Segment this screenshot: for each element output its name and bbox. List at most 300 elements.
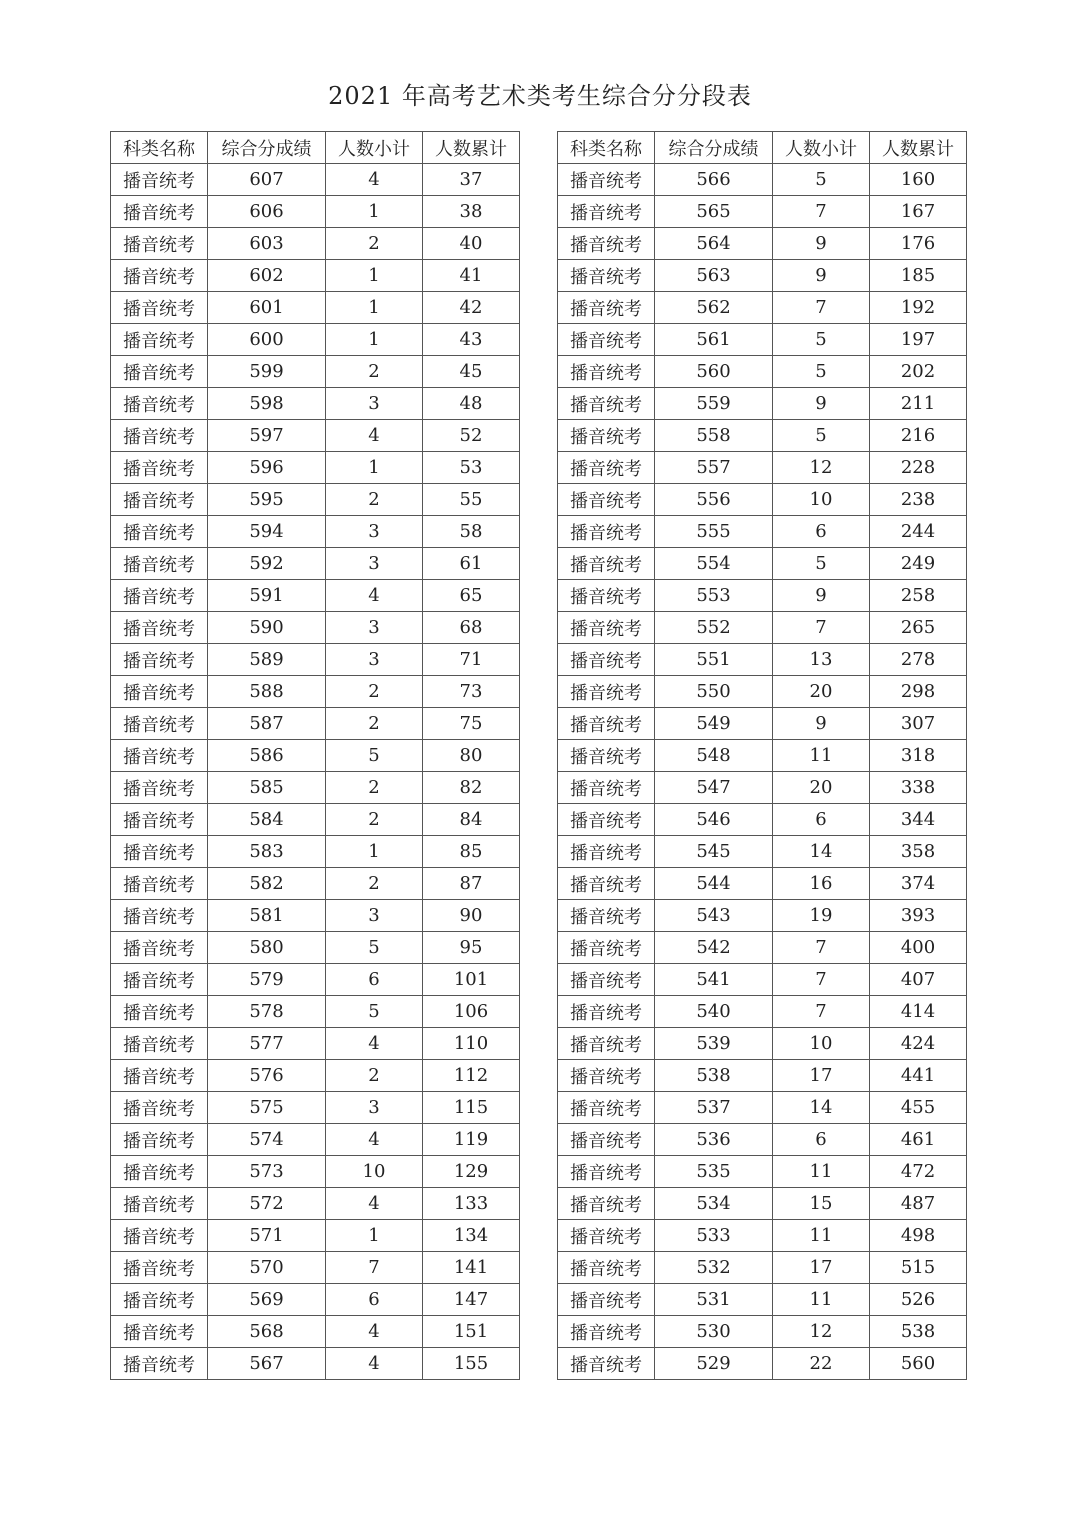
cell-count: 3	[326, 388, 423, 420]
table-row	[558, 324, 967, 356]
cell-cumulative: 338	[870, 772, 967, 804]
cell-count: 9	[773, 260, 870, 292]
cell-count: 2	[326, 484, 423, 516]
cell-cumulative: 400	[870, 932, 967, 964]
cell-score: 596	[208, 452, 326, 484]
cell-count: 9	[773, 708, 870, 740]
cell-score: 559	[655, 388, 773, 420]
cell-category: 播音统考	[111, 1028, 208, 1060]
table-row	[111, 1188, 520, 1220]
cell-cumulative: 119	[423, 1124, 520, 1156]
cell-count: 7	[773, 996, 870, 1028]
cell-cumulative: 71	[423, 644, 520, 676]
cell-count: 2	[326, 868, 423, 900]
cell-count: 5	[773, 356, 870, 388]
table-row	[558, 868, 967, 900]
cell-count: 7	[326, 1252, 423, 1284]
cell-count: 4	[326, 1348, 423, 1380]
cell-score: 589	[208, 644, 326, 676]
cell-cumulative: 244	[870, 516, 967, 548]
table-row	[558, 1060, 967, 1092]
cell-count: 2	[326, 1060, 423, 1092]
cell-category: 播音统考	[111, 420, 208, 452]
cell-category: 播音统考	[111, 1220, 208, 1252]
cell-score: 576	[208, 1060, 326, 1092]
cell-cumulative: 185	[870, 260, 967, 292]
table-row	[111, 1124, 520, 1156]
cell-cumulative: 526	[870, 1284, 967, 1316]
table-row	[111, 740, 520, 772]
header-count: 人数小计	[773, 132, 870, 164]
table-row	[558, 708, 967, 740]
cell-count: 5	[773, 420, 870, 452]
cell-score: 553	[655, 580, 773, 612]
cell-score: 571	[208, 1220, 326, 1252]
table-row	[111, 1348, 520, 1380]
cell-count: 12	[773, 452, 870, 484]
table-row	[558, 260, 967, 292]
header-category: 科类名称	[111, 132, 208, 164]
table-row	[111, 644, 520, 676]
cell-count: 11	[773, 1220, 870, 1252]
cell-score: 545	[655, 836, 773, 868]
cell-cumulative: 455	[870, 1092, 967, 1124]
cell-cumulative: 318	[870, 740, 967, 772]
cell-cumulative: 134	[423, 1220, 520, 1252]
cell-count: 5	[326, 740, 423, 772]
cell-cumulative: 45	[423, 356, 520, 388]
cell-score: 567	[208, 1348, 326, 1380]
table-row	[558, 1028, 967, 1060]
cell-score: 543	[655, 900, 773, 932]
cell-score: 592	[208, 548, 326, 580]
cell-score: 533	[655, 1220, 773, 1252]
cell-count: 9	[773, 228, 870, 260]
table-row	[111, 548, 520, 580]
cell-category: 播音统考	[558, 676, 655, 708]
cell-cumulative: 228	[870, 452, 967, 484]
cell-count: 2	[326, 708, 423, 740]
cell-count: 3	[326, 516, 423, 548]
cell-category: 播音统考	[111, 964, 208, 996]
cell-count: 5	[773, 164, 870, 196]
cell-cumulative: 472	[870, 1156, 967, 1188]
cell-category: 播音统考	[111, 708, 208, 740]
cell-score: 602	[208, 260, 326, 292]
table-row	[111, 612, 520, 644]
table-row	[558, 1284, 967, 1316]
cell-score: 561	[655, 324, 773, 356]
cell-count: 4	[326, 164, 423, 196]
cell-category: 播音统考	[111, 580, 208, 612]
header-cumulative: 人数累计	[423, 132, 520, 164]
cell-cumulative: 560	[870, 1348, 967, 1380]
cell-score: 530	[655, 1316, 773, 1348]
cell-count: 1	[326, 1220, 423, 1252]
cell-cumulative: 87	[423, 868, 520, 900]
cell-count: 14	[773, 836, 870, 868]
cell-category: 播音统考	[558, 1188, 655, 1220]
cell-count: 10	[773, 484, 870, 516]
table-row	[111, 1220, 520, 1252]
cell-category: 播音统考	[111, 228, 208, 260]
cell-cumulative: 75	[423, 708, 520, 740]
cell-category: 播音统考	[111, 804, 208, 836]
cell-cumulative: 42	[423, 292, 520, 324]
table-row	[558, 388, 967, 420]
cell-category: 播音统考	[558, 1092, 655, 1124]
cell-category: 播音统考	[558, 644, 655, 676]
cell-cumulative: 43	[423, 324, 520, 356]
header-cumulative: 人数累计	[870, 132, 967, 164]
table-row	[111, 356, 520, 388]
cell-count: 7	[773, 932, 870, 964]
cell-cumulative: 515	[870, 1252, 967, 1284]
cell-category: 播音统考	[558, 1028, 655, 1060]
cell-category: 播音统考	[111, 1092, 208, 1124]
cell-cumulative: 53	[423, 452, 520, 484]
cell-category: 播音统考	[111, 516, 208, 548]
table-row	[558, 676, 967, 708]
cell-count: 6	[773, 804, 870, 836]
table-row	[558, 1316, 967, 1348]
cell-score: 539	[655, 1028, 773, 1060]
cell-category: 播音统考	[558, 996, 655, 1028]
cell-score: 581	[208, 900, 326, 932]
table-row	[111, 228, 520, 260]
cell-score: 585	[208, 772, 326, 804]
cell-category: 播音统考	[558, 420, 655, 452]
cell-cumulative: 90	[423, 900, 520, 932]
cell-cumulative: 211	[870, 388, 967, 420]
cell-category: 播音统考	[111, 292, 208, 324]
cell-category: 播音统考	[111, 260, 208, 292]
cell-score: 606	[208, 196, 326, 228]
cell-category: 播音统考	[558, 1252, 655, 1284]
table-row	[558, 420, 967, 452]
cell-count: 4	[326, 1028, 423, 1060]
cell-cumulative: 48	[423, 388, 520, 420]
cell-cumulative: 192	[870, 292, 967, 324]
cell-count: 2	[326, 228, 423, 260]
cell-cumulative: 85	[423, 836, 520, 868]
cell-score: 552	[655, 612, 773, 644]
cell-count: 4	[326, 1188, 423, 1220]
cell-category: 播音统考	[558, 292, 655, 324]
cell-cumulative: 106	[423, 996, 520, 1028]
cell-score: 534	[655, 1188, 773, 1220]
cell-category: 播音统考	[558, 1348, 655, 1380]
cell-score: 541	[655, 964, 773, 996]
table-row	[111, 836, 520, 868]
cell-score: 583	[208, 836, 326, 868]
cell-count: 17	[773, 1252, 870, 1284]
cell-cumulative: 258	[870, 580, 967, 612]
cell-score: 542	[655, 932, 773, 964]
cell-cumulative: 65	[423, 580, 520, 612]
cell-cumulative: 141	[423, 1252, 520, 1284]
cell-category: 播音统考	[111, 836, 208, 868]
cell-cumulative: 73	[423, 676, 520, 708]
cell-category: 播音统考	[558, 1060, 655, 1092]
cell-cumulative: 37	[423, 164, 520, 196]
cell-count: 5	[326, 996, 423, 1028]
cell-cumulative: 110	[423, 1028, 520, 1060]
cell-count: 7	[773, 612, 870, 644]
cell-cumulative: 167	[870, 196, 967, 228]
cell-category: 播音统考	[558, 516, 655, 548]
cell-category: 播音统考	[558, 1156, 655, 1188]
cell-score: 574	[208, 1124, 326, 1156]
cell-score: 550	[655, 676, 773, 708]
cell-cumulative: 61	[423, 548, 520, 580]
table-row	[558, 772, 967, 804]
table-row	[111, 676, 520, 708]
cell-category: 播音统考	[558, 612, 655, 644]
cell-cumulative: 424	[870, 1028, 967, 1060]
cell-score: 580	[208, 932, 326, 964]
cell-count: 1	[326, 292, 423, 324]
table-row	[558, 836, 967, 868]
cell-count: 1	[326, 324, 423, 356]
cell-score: 594	[208, 516, 326, 548]
cell-cumulative: 115	[423, 1092, 520, 1124]
cell-category: 播音统考	[558, 868, 655, 900]
cell-cumulative: 82	[423, 772, 520, 804]
cell-cumulative: 197	[870, 324, 967, 356]
cell-count: 17	[773, 1060, 870, 1092]
cell-cumulative: 147	[423, 1284, 520, 1316]
cell-category: 播音统考	[558, 708, 655, 740]
table-row	[111, 1156, 520, 1188]
table-row	[111, 964, 520, 996]
table-row	[558, 996, 967, 1028]
cell-count: 6	[326, 964, 423, 996]
cell-category: 播音统考	[111, 164, 208, 196]
cell-score: 564	[655, 228, 773, 260]
cell-count: 7	[773, 964, 870, 996]
table-row	[111, 932, 520, 964]
cell-score: 572	[208, 1188, 326, 1220]
table-row	[558, 356, 967, 388]
cell-score: 563	[655, 260, 773, 292]
cell-cumulative: 216	[870, 420, 967, 452]
table-row	[558, 900, 967, 932]
cell-cumulative: 58	[423, 516, 520, 548]
cell-count: 9	[773, 580, 870, 612]
cell-count: 3	[326, 612, 423, 644]
cell-cumulative: 393	[870, 900, 967, 932]
cell-score: 577	[208, 1028, 326, 1060]
cell-category: 播音统考	[111, 548, 208, 580]
cell-category: 播音统考	[558, 452, 655, 484]
table-row	[558, 228, 967, 260]
cell-count: 7	[773, 196, 870, 228]
table-row	[558, 964, 967, 996]
cell-score: 586	[208, 740, 326, 772]
cell-count: 13	[773, 644, 870, 676]
cell-category: 播音统考	[111, 644, 208, 676]
cell-count: 19	[773, 900, 870, 932]
cell-score: 536	[655, 1124, 773, 1156]
cell-category: 播音统考	[111, 1060, 208, 1092]
table-row	[111, 580, 520, 612]
cell-category: 播音统考	[111, 1124, 208, 1156]
cell-category: 播音统考	[111, 1252, 208, 1284]
cell-cumulative: 176	[870, 228, 967, 260]
cell-cumulative: 68	[423, 612, 520, 644]
table-row	[111, 772, 520, 804]
table-row	[558, 1348, 967, 1380]
cell-score: 575	[208, 1092, 326, 1124]
cell-score: 548	[655, 740, 773, 772]
cell-category: 播音统考	[558, 356, 655, 388]
table-row	[111, 260, 520, 292]
cell-cumulative: 80	[423, 740, 520, 772]
cell-category: 播音统考	[558, 804, 655, 836]
cell-count: 4	[326, 580, 423, 612]
cell-score: 566	[655, 164, 773, 196]
header-count: 人数小计	[326, 132, 423, 164]
cell-count: 2	[326, 676, 423, 708]
cell-category: 播音统考	[111, 676, 208, 708]
table-row	[111, 420, 520, 452]
cell-score: 579	[208, 964, 326, 996]
page-title: 2021 年高考艺术类考生综合分分段表	[328, 82, 752, 110]
cell-category: 播音统考	[111, 900, 208, 932]
cell-score: 568	[208, 1316, 326, 1348]
table-row	[111, 1092, 520, 1124]
cell-category: 播音统考	[558, 900, 655, 932]
cell-cumulative: 151	[423, 1316, 520, 1348]
table-row	[111, 484, 520, 516]
cell-count: 3	[326, 644, 423, 676]
table-row	[558, 580, 967, 612]
table-row	[111, 708, 520, 740]
cell-category: 播音统考	[111, 452, 208, 484]
header-score: 综合分成绩	[208, 132, 326, 164]
cell-count: 9	[773, 388, 870, 420]
cell-score: 598	[208, 388, 326, 420]
cell-score: 565	[655, 196, 773, 228]
cell-score: 557	[655, 452, 773, 484]
cell-category: 播音统考	[111, 1188, 208, 1220]
table-row	[558, 1156, 967, 1188]
cell-category: 播音统考	[558, 1220, 655, 1252]
cell-cumulative: 155	[423, 1348, 520, 1380]
cell-category: 播音统考	[558, 932, 655, 964]
cell-count: 2	[326, 356, 423, 388]
cell-score: 569	[208, 1284, 326, 1316]
cell-category: 播音统考	[558, 164, 655, 196]
cell-score: 532	[655, 1252, 773, 1284]
table-row	[558, 740, 967, 772]
cell-cumulative: 129	[423, 1156, 520, 1188]
table-row	[558, 1188, 967, 1220]
cell-count: 6	[326, 1284, 423, 1316]
cell-count: 2	[326, 772, 423, 804]
cell-score: 547	[655, 772, 773, 804]
cell-cumulative: 374	[870, 868, 967, 900]
cell-category: 播音统考	[558, 548, 655, 580]
cell-score: 591	[208, 580, 326, 612]
cell-count: 16	[773, 868, 870, 900]
cell-cumulative: 487	[870, 1188, 967, 1220]
cell-cumulative: 101	[423, 964, 520, 996]
table-row	[558, 1092, 967, 1124]
table-row	[558, 612, 967, 644]
cell-count: 4	[326, 1124, 423, 1156]
cell-category: 播音统考	[111, 1316, 208, 1348]
cell-count: 4	[326, 420, 423, 452]
cell-cumulative: 95	[423, 932, 520, 964]
cell-category: 播音统考	[558, 772, 655, 804]
cell-count: 11	[773, 1156, 870, 1188]
cell-category: 播音统考	[111, 772, 208, 804]
table-row	[111, 388, 520, 420]
cell-category: 播音统考	[111, 1156, 208, 1188]
table-row	[111, 516, 520, 548]
cell-category: 播音统考	[111, 484, 208, 516]
cell-count: 1	[326, 260, 423, 292]
cell-count: 10	[326, 1156, 423, 1188]
cell-category: 播音统考	[558, 964, 655, 996]
cell-score: 538	[655, 1060, 773, 1092]
cell-cumulative: 538	[870, 1316, 967, 1348]
cell-category: 播音统考	[111, 324, 208, 356]
table-row	[111, 164, 520, 196]
table-row	[111, 1284, 520, 1316]
cell-score: 590	[208, 612, 326, 644]
header-score: 综合分成绩	[655, 132, 773, 164]
cell-score: 540	[655, 996, 773, 1028]
cell-category: 播音统考	[558, 1316, 655, 1348]
cell-count: 1	[326, 452, 423, 484]
cell-category: 播音统考	[111, 1348, 208, 1380]
cell-score: 601	[208, 292, 326, 324]
cell-score: 535	[655, 1156, 773, 1188]
cell-category: 播音统考	[111, 1284, 208, 1316]
cell-cumulative: 414	[870, 996, 967, 1028]
cell-score: 597	[208, 420, 326, 452]
cell-count: 12	[773, 1316, 870, 1348]
table-row	[111, 996, 520, 1028]
cell-count: 5	[773, 548, 870, 580]
table-row	[111, 868, 520, 900]
table-row	[558, 516, 967, 548]
cell-count: 3	[326, 548, 423, 580]
cell-score: 546	[655, 804, 773, 836]
cell-score: 582	[208, 868, 326, 900]
table-row	[111, 1060, 520, 1092]
cell-cumulative: 407	[870, 964, 967, 996]
cell-score: 529	[655, 1348, 773, 1380]
cell-category: 播音统考	[558, 740, 655, 772]
cell-count: 20	[773, 772, 870, 804]
cell-count: 5	[326, 932, 423, 964]
cell-category: 播音统考	[111, 388, 208, 420]
table-row	[558, 548, 967, 580]
table-row	[558, 292, 967, 324]
cell-category: 播音统考	[111, 196, 208, 228]
cell-cumulative: 40	[423, 228, 520, 260]
cell-category: 播音统考	[111, 740, 208, 772]
cell-category: 播音统考	[111, 868, 208, 900]
cell-category: 播音统考	[111, 356, 208, 388]
table-row	[111, 292, 520, 324]
cell-cumulative: 298	[870, 676, 967, 708]
cell-cumulative: 358	[870, 836, 967, 868]
